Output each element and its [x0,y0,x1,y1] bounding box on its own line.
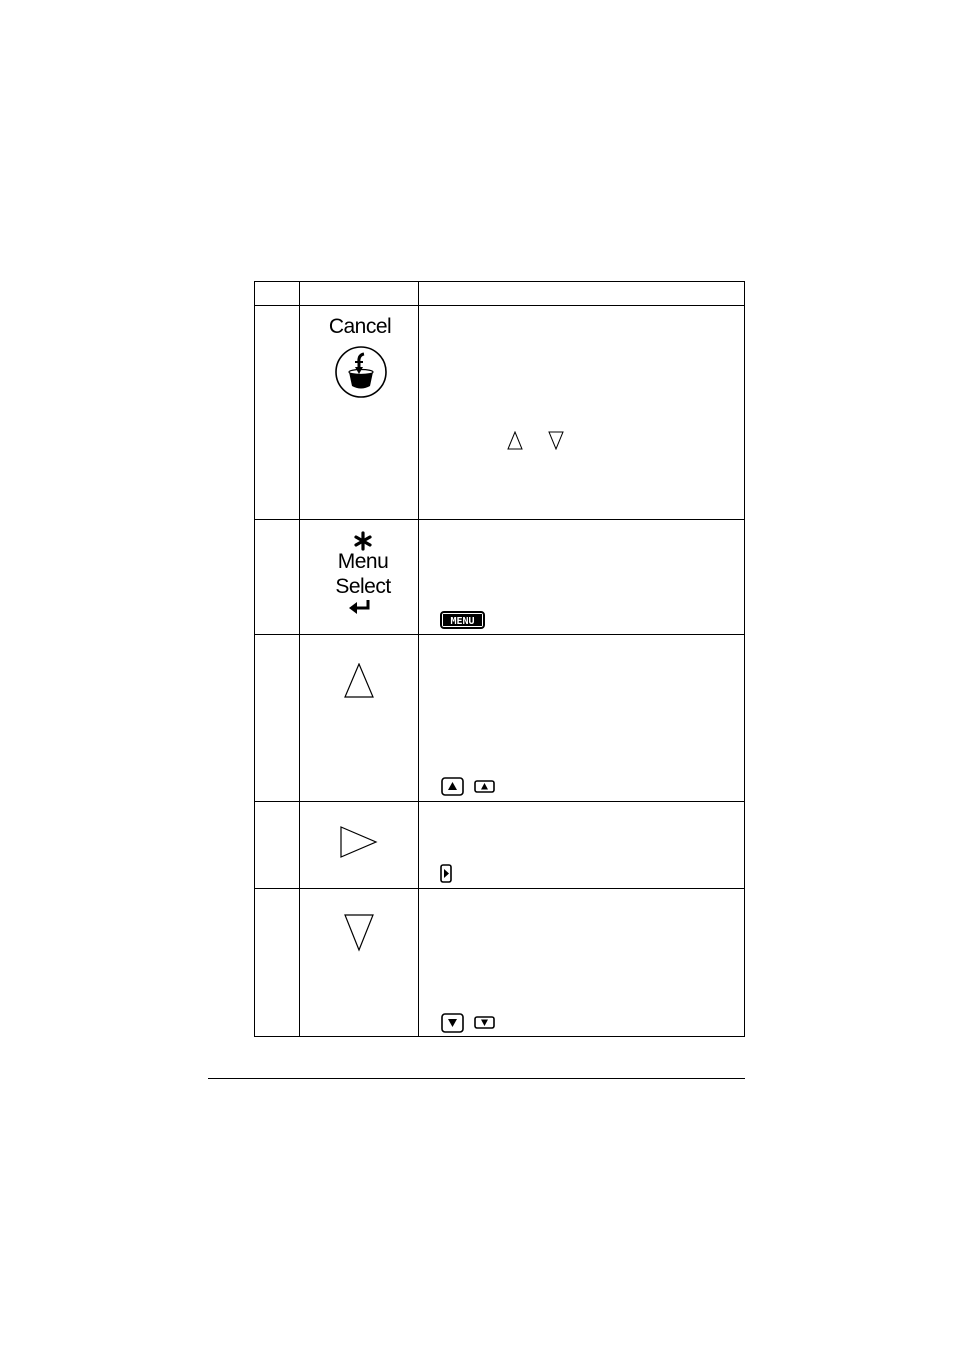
down-arrow-inline-icon [548,431,564,450]
column-divider [418,282,419,1036]
row-divider [255,634,744,635]
up-indicator-small-icon [474,780,495,793]
down-key-icon [343,914,375,952]
cancel-key-label: Cancel [328,315,392,338]
up-indicator-large-icon [441,777,464,796]
footer-rule [208,1078,745,1079]
menu-indicator-icon [440,611,485,629]
select-key-label: Select [335,575,391,598]
menu-key-label: Menu [337,550,389,573]
up-key-icon [343,663,375,699]
row-divider [255,519,744,520]
control-panel-keys-table [254,281,745,1037]
down-indicator-small-icon [474,1016,495,1029]
right-indicator-icon [440,864,452,883]
column-divider [299,282,300,1036]
row-divider [255,801,744,802]
down-indicator-large-icon [441,1013,464,1033]
row-divider [255,888,744,889]
up-arrow-inline-icon [507,431,523,450]
right-key-icon [340,826,378,858]
menu-indicator-text: MENU [450,616,475,627]
cancel-key-icon [334,345,388,399]
enter-arrow-icon [348,598,372,616]
header-row-divider [255,305,744,306]
asterisk-icon [353,531,373,551]
